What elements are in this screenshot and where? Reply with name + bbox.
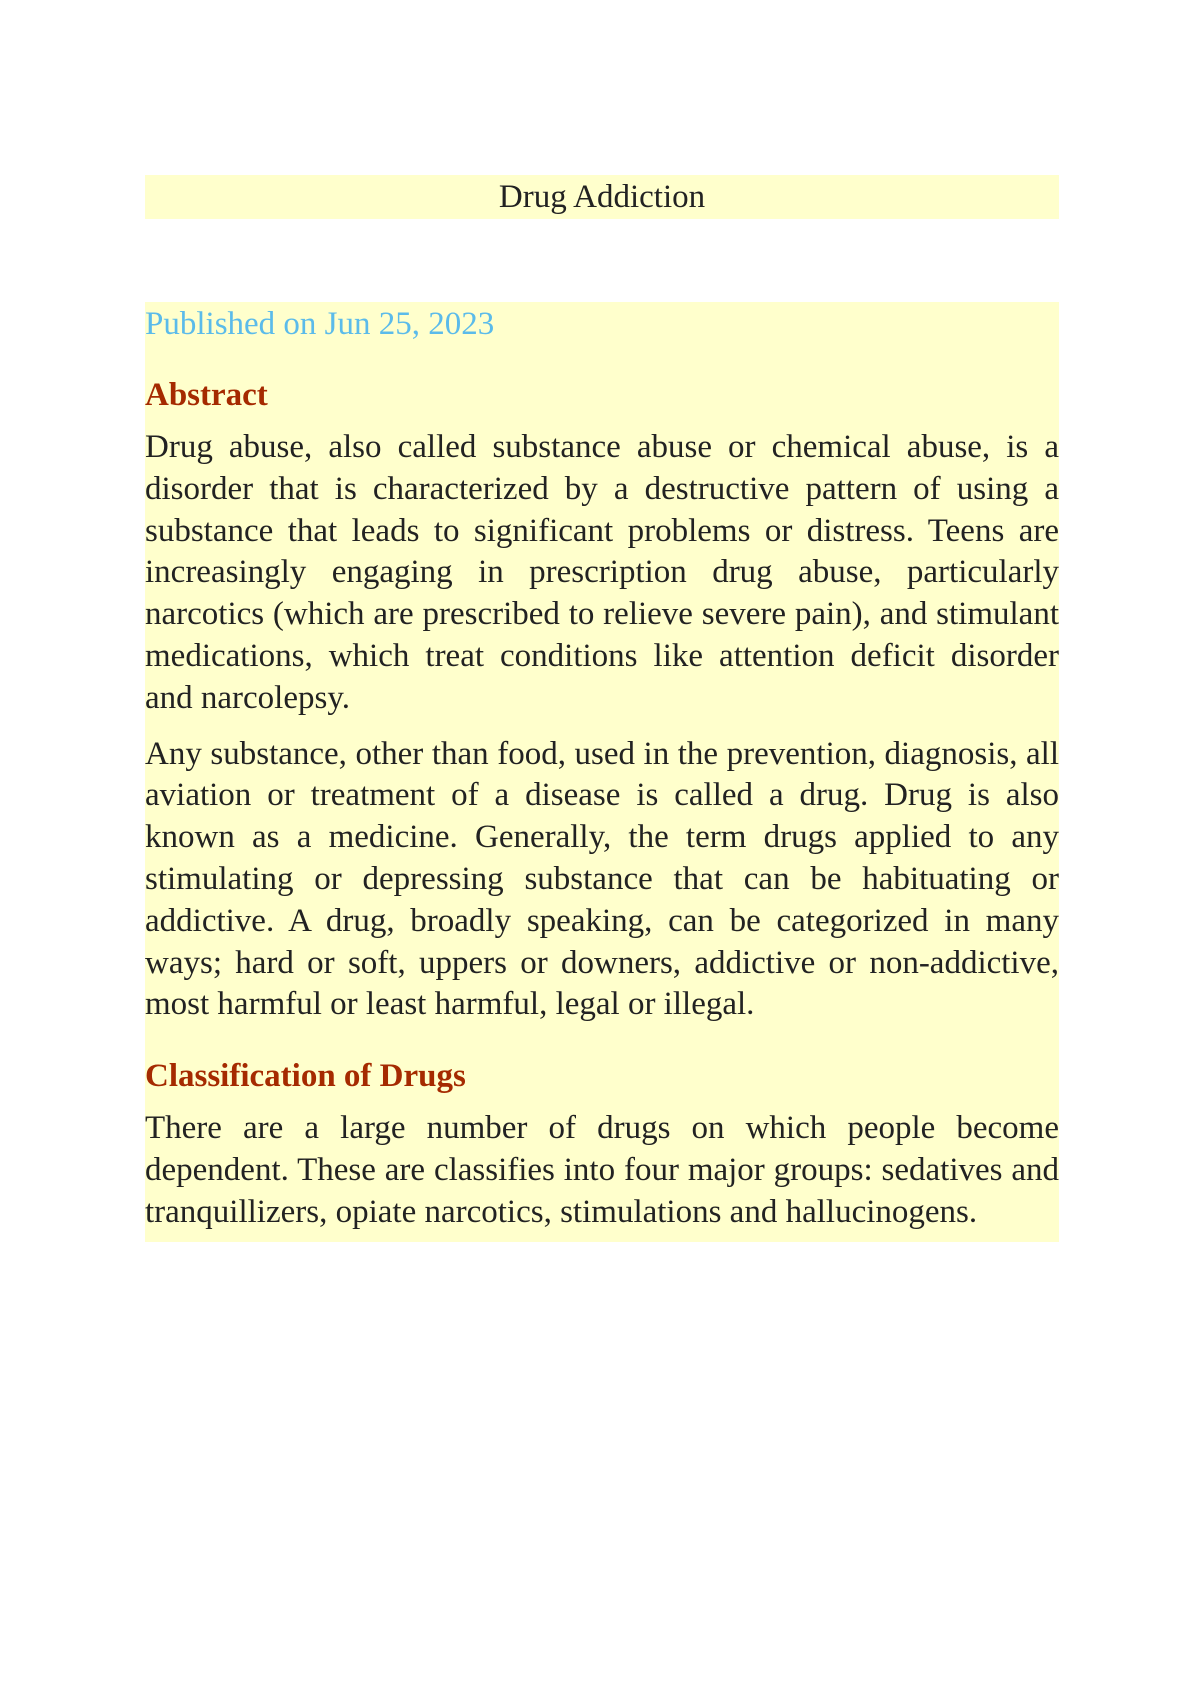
section-heading-classification: Classification of Drugs xyxy=(145,1058,466,1095)
published-date: Published on Jun 25, 2023 xyxy=(145,306,495,342)
document-title: Drug Addiction xyxy=(145,175,1059,219)
paragraph: Drug abuse, also called substance abuse or chemical abuse, is a disorder that is characterized by a destructive pattern of using a substance that leads to significant problems or distress. Teens are increasingly engaging in prescription drug abuse, particularly narcotics (which are prescribed to relieve severe pain), and stimulant medications, which treat conditions like attention deficit disorder and narcolepsy. xyxy=(145,429,1059,716)
paragraph: Any substance, other than food, used in the prevention, diagnosis, all aviation or treatment of a disease is called a drug. Drug is also known as a medicine. Generally, the term drugs applied to any stimulating or depressing substance that can be habituating or addictive. A drug, broadly speaking, can be categorized in many ways; hard or soft, uppers or downers, addictive or non-addictive, most harmful or least harmful, legal or illegal. xyxy=(145,735,1059,1023)
paragraph: There are a large number of drugs on which people become dependent. These are classifies into four major groups: sedatives and tranquillizers, opiate narcotics, stimulations and hallucinogens. xyxy=(145,1110,1059,1230)
document-body xyxy=(145,302,1059,1242)
section-heading-abstract: Abstract xyxy=(145,377,268,413)
